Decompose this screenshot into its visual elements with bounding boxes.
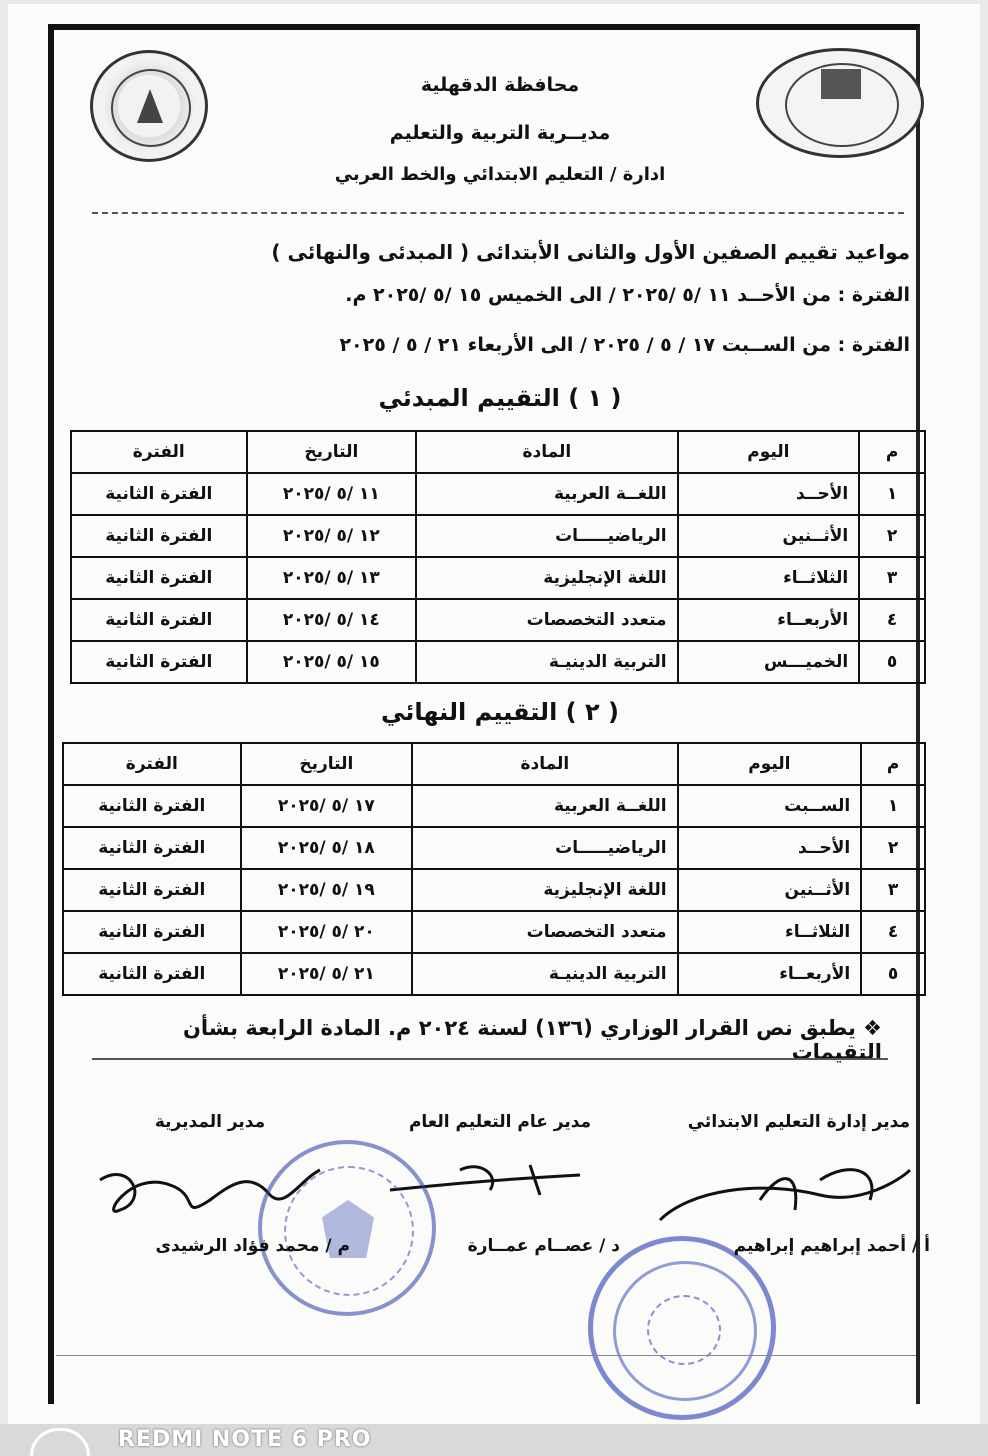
note-divider xyxy=(92,1058,888,1060)
bottom-divider xyxy=(56,1355,916,1356)
official-stamp-left xyxy=(258,1140,436,1316)
directorate-title: مديــرية التربية والتعليم xyxy=(389,122,611,144)
signature-role-general-edu: مدير عام التعليم العام xyxy=(408,1112,592,1132)
row-period: الفترة الثانية xyxy=(71,599,247,641)
official-stamp-right xyxy=(588,1236,776,1420)
table-row xyxy=(71,557,925,599)
row-date: ٢١ /٥ /٢٠٢٥ xyxy=(241,953,413,995)
row-num: ١ xyxy=(859,473,925,515)
row-num: ٥ xyxy=(861,953,925,995)
header-divider xyxy=(92,212,904,214)
row-subject: التربية الدينيـة xyxy=(416,641,677,683)
device-watermark: REDMI NOTE 6 PRO xyxy=(118,1427,372,1452)
section2-title: ( ٢ ) التقييم النهائي xyxy=(381,698,619,726)
row-day: الأثــنين xyxy=(678,515,860,557)
initial-assessment-table xyxy=(70,430,926,684)
header-num: م xyxy=(859,431,925,473)
table-row xyxy=(63,869,925,911)
department-title: ادارة / التعليم الابتدائي والخط العربي xyxy=(334,164,666,185)
table-row xyxy=(71,641,925,683)
row-day: الخميـــس xyxy=(678,641,860,683)
row-subject: اللغــة العربية xyxy=(412,785,677,827)
row-subject: متعدد التخصصات xyxy=(416,599,677,641)
table-row xyxy=(71,599,925,641)
row-subject: متعدد التخصصات xyxy=(412,911,677,953)
row-date: ١٣ /٥ /٢٠٢٥ xyxy=(247,557,417,599)
header-period: الفترة xyxy=(71,431,247,473)
row-day: الأحــد xyxy=(678,827,862,869)
header-subject: المادة xyxy=(412,743,677,785)
row-day: الأربعــاء xyxy=(678,953,862,995)
row-subject: اللغة الإنجليزية xyxy=(416,557,677,599)
signature-name-primary-edu: أ / أحمد إبراهيم إبراهيم xyxy=(733,1236,930,1256)
row-period: الفترة الثانية xyxy=(63,911,241,953)
signature-name-general-edu: د / عصــام عمــارة xyxy=(467,1236,620,1256)
header-day: اليوم xyxy=(678,743,862,785)
table-header-row xyxy=(63,743,925,785)
row-day: الثلاثــاء xyxy=(678,911,862,953)
row-date: ١٧ /٥ /٢٠٢٥ xyxy=(241,785,413,827)
row-day: الأربعــاء xyxy=(678,599,860,641)
row-date: ١٥ /٥ /٢٠٢٥ xyxy=(247,641,417,683)
table-row xyxy=(63,953,925,995)
row-period: الفترة الثانية xyxy=(63,953,241,995)
table-row xyxy=(63,827,925,869)
row-subject: اللغة الإنجليزية xyxy=(412,869,677,911)
row-date: ٢٠ /٥ /٢٠٢٥ xyxy=(241,911,413,953)
row-subject: التربية الدينيـة xyxy=(412,953,677,995)
row-subject: الرياضيـــــات xyxy=(416,515,677,557)
row-num: ٣ xyxy=(859,557,925,599)
header-num: م xyxy=(861,743,925,785)
table-row xyxy=(71,473,925,515)
row-day: الأثــنين xyxy=(678,869,862,911)
header-date: التاريخ xyxy=(247,431,417,473)
row-num: ٢ xyxy=(861,827,925,869)
row-date: ١٢ /٥ /٢٠٢٥ xyxy=(247,515,417,557)
row-num: ٤ xyxy=(859,599,925,641)
row-num: ٢ xyxy=(859,515,925,557)
governorate-title: محافظة الدقهلية xyxy=(420,74,580,96)
row-subject: الرياضيـــــات xyxy=(412,827,677,869)
row-num: ١ xyxy=(861,785,925,827)
signature-role-primary-edu: مدير إدارة التعليم الابتدائي xyxy=(687,1112,910,1132)
row-period: الفترة الثانية xyxy=(63,785,241,827)
header-date: التاريخ xyxy=(241,743,413,785)
ministerial-decree-note: ❖ يطبق نص القرار الوزاري (١٣٦) لسنة ٢٠٢٤ م. المادة الرابعة بشأن التقيمات xyxy=(182,1016,882,1064)
row-period: الفترة الثانية xyxy=(71,557,247,599)
row-date: ١١ /٥ /٢٠٢٥ xyxy=(247,473,417,515)
period-line-1: الفترة : من الأحــد ١١ /٥ /٢٠٢٥ / الى الخميس ١٥ /٥ /٢٠٢٥ م. xyxy=(345,284,910,306)
row-day: الســبت xyxy=(678,785,862,827)
ministry-seal-right xyxy=(756,48,924,158)
row-period: الفترة الثانية xyxy=(71,515,247,557)
header-day: اليوم xyxy=(678,431,860,473)
table-header-row xyxy=(71,431,925,473)
final-assessment-table xyxy=(62,742,926,996)
row-date: ١٤ /٥ /٢٠٢٥ xyxy=(247,599,417,641)
section1-title: ( ١ ) التقييم المبدئي xyxy=(378,384,622,412)
row-date: ١٨ /٥ /٢٠٢٥ xyxy=(241,827,413,869)
table-row xyxy=(63,911,925,953)
table-row xyxy=(63,785,925,827)
row-num: ٣ xyxy=(861,869,925,911)
row-date: ١٩ /٥ /٢٠٢٥ xyxy=(241,869,413,911)
row-subject: اللغــة العربية xyxy=(416,473,677,515)
row-period: الفترة الثانية xyxy=(71,641,247,683)
table-row xyxy=(71,515,925,557)
schedule-title: مواعيد تقييم الصفين الأول والثانى الأبتدائى ( المبدئى والنهائى ) xyxy=(271,240,910,264)
handwritten-signatures xyxy=(60,1140,930,1250)
row-day: الثلاثــاء xyxy=(678,557,860,599)
period-line-2: الفترة : من الســبت ١٧ / ٥ / ٢٠٢٥ / الى الأربعاء ٢١ / ٥ / ٢٠٢٥ xyxy=(339,334,910,356)
row-num: ٤ xyxy=(861,911,925,953)
row-num: ٥ xyxy=(859,641,925,683)
signature-role-directorate: مدير المديرية xyxy=(154,1112,266,1132)
row-period: الفترة الثانية xyxy=(63,827,241,869)
row-period: الفترة الثانية xyxy=(71,473,247,515)
header-subject: المادة xyxy=(416,431,677,473)
row-period: الفترة الثانية xyxy=(63,869,241,911)
row-day: الأحــد xyxy=(678,473,860,515)
ministry-seal-left xyxy=(90,50,208,162)
signature-name-directorate: م / محمد فؤاد الرشيدى xyxy=(155,1236,350,1256)
header-period: الفترة xyxy=(63,743,241,785)
